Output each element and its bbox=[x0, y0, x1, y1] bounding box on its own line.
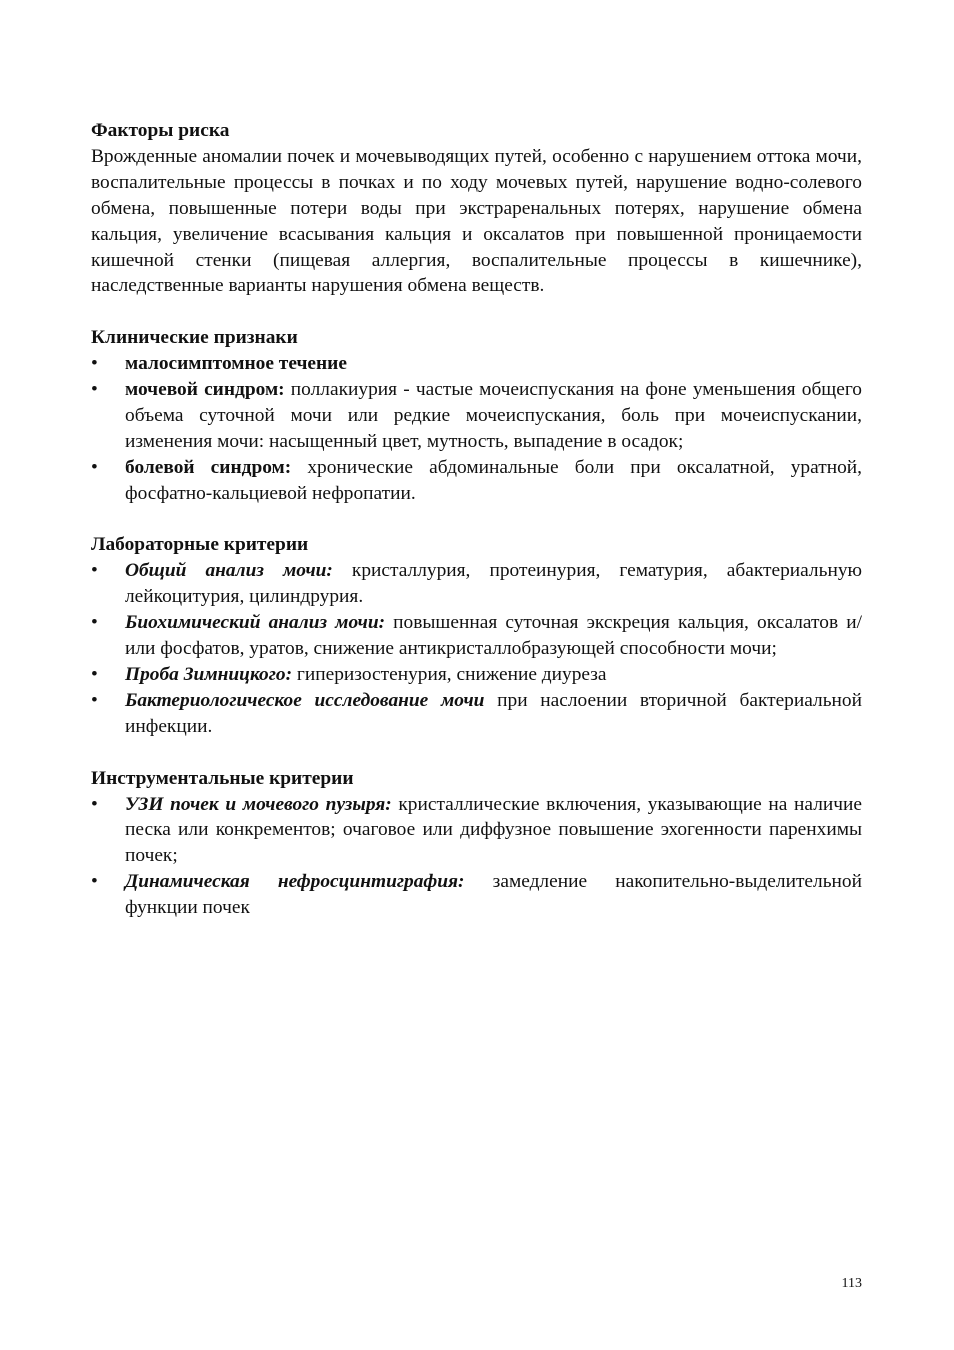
bullet-list bbox=[91, 351, 862, 506]
section-heading: Клинические признаки bbox=[91, 327, 298, 349]
section-instrumental-criteria bbox=[91, 766, 862, 921]
page-number: 113 bbox=[841, 1276, 862, 1291]
bullet-icon: • bbox=[91, 560, 98, 582]
list-item-text: кристаллурия, протеинурия, гематурия, абактериальную лейкоцитурия, цилиндрурия. bbox=[125, 560, 863, 608]
bullet-icon: • bbox=[91, 664, 98, 685]
list-item-text: кристаллические включения, указывающие на наличие песка или конкрементов; очаговое или диффузное повышение эхогенности паренхимы почек; bbox=[125, 793, 862, 867]
list-item-term: малосимптомное течение bbox=[125, 353, 347, 375]
list-item-text: хронические абдоминальные боли при оксалатной, уратной, фосфатно-кальциевой нефропатии. bbox=[125, 456, 862, 504]
list-item-term: Биохимический анализ мочи: bbox=[125, 612, 386, 634]
section-clinical-signs bbox=[91, 325, 862, 506]
list-item-text: повышенная суточная экскреция кальция, оксалатов и/или фосфатов, уратов, снижение антикристаллобразующей способности мочи; bbox=[125, 612, 862, 660]
bullet-icon: • bbox=[91, 353, 98, 375]
list-item-term: Динамическая нефросцинтиграфия: bbox=[125, 871, 465, 893]
bullet-list bbox=[91, 558, 862, 739]
bullet-icon: • bbox=[91, 793, 98, 815]
section-heading: Инструментальные критерии bbox=[91, 767, 354, 789]
list-item bbox=[91, 377, 862, 455]
list-item-text: гиперизостенурия, снижение диуреза bbox=[292, 664, 607, 685]
list-item bbox=[91, 455, 862, 507]
list-item bbox=[91, 351, 862, 377]
list-item bbox=[91, 610, 862, 662]
list-item-text: при наслоении вторичной бактериальной инфекции. bbox=[125, 689, 863, 737]
list-item bbox=[91, 662, 862, 688]
list-item bbox=[91, 688, 862, 740]
list-item-term: мочевой синдром: bbox=[125, 379, 285, 401]
list-item bbox=[91, 869, 862, 921]
bullet-icon: • bbox=[91, 612, 98, 634]
section-risk-factors bbox=[91, 118, 862, 299]
section-heading: Лабораторные критерии bbox=[91, 534, 309, 556]
list-item-term: Общий анализ мочи: bbox=[125, 560, 333, 582]
list-item-term: Бактериологическое исследование мочи bbox=[125, 689, 485, 711]
bullet-icon: • bbox=[91, 379, 98, 401]
bullet-list bbox=[91, 792, 862, 922]
page-content bbox=[91, 118, 862, 921]
list-item-term: болевой синдром: bbox=[125, 456, 292, 478]
section-laboratory-criteria bbox=[91, 532, 862, 739]
section-heading: Факторы риска bbox=[91, 120, 230, 141]
list-item bbox=[91, 792, 862, 870]
section-body: Врожденные аномалии почек и мочевыводящих путей, особенно с нарушением оттока мочи, воспалительные процессы в почках и по ходу мочевых путей, нарушение водно-солевого обмена, повышенные потери воды при экстраренальных потерях, нарушение обмена кальция, увеличение всасывания кальция и оксалатов при повышенной проницаемости кишечной стенки (пищевая аллергия, воспалительные процессы в кишечнике), наследственные варианты нарушения обмена веществ. bbox=[91, 145, 862, 297]
bullet-icon: • bbox=[91, 689, 98, 711]
bullet-icon: • bbox=[91, 871, 98, 893]
list-item-text: поллакиурия - частые мочеиспускания на фоне уменьшения общего объема суточной мочи или редкие мочеиспускания, боль при мочеиспускании, изменения мочи: насыщенный цвет, мутность, выпадение в осадок; bbox=[125, 379, 863, 452]
list-item bbox=[91, 558, 862, 610]
list-item-term: Проба Зимницкого: bbox=[125, 664, 293, 685]
list-item-term: УЗИ почек и мочевого пузыря: bbox=[125, 793, 392, 815]
list-item-text: замедление накопительно-выделительной функции почек bbox=[125, 871, 862, 919]
bullet-icon: • bbox=[91, 456, 98, 478]
